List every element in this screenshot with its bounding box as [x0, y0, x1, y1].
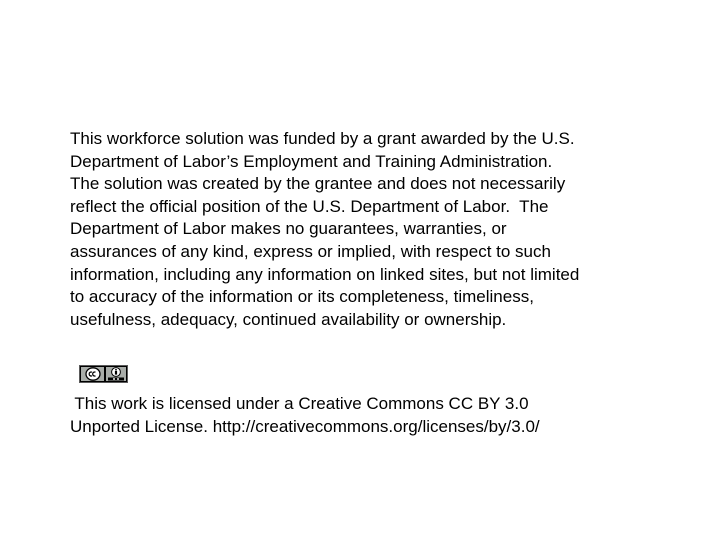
by-label-icon [108, 377, 124, 381]
disclaimer-text [70, 128, 670, 331]
license-line: Unported License. http://creativecommons.org/licenses/by/3.0/ [70, 416, 540, 436]
disclaimer-line: reflect the official position of the U.S. Department of Labor. The [70, 196, 549, 216]
creative-commons-by-icon [79, 365, 128, 383]
person-icon [111, 367, 121, 377]
cc-logo-icon [81, 367, 104, 381]
by-attribution-icon [106, 367, 126, 381]
disclaimer-line: to accuracy of the information or its completeness, timeliness, [70, 287, 534, 307]
disclaimer-line: assurances of any kind, express or implied, with respect to such [70, 241, 551, 261]
license-line: This work is licensed under a Creative Commons CC BY 3.0 [70, 394, 529, 413]
disclaimer-line: Department of Labor makes no guarantees, warranties, or [70, 219, 507, 239]
disclaimer-line: usefulness, adequacy, continued availability or ownership. [70, 309, 507, 329]
disclaimer-line: information, including any information on linked sites, but not limited [70, 264, 580, 284]
disclaimer-line: The solution was created by the grantee and does not necessarily [70, 174, 566, 194]
disclaimer-line: This workforce solution was funded by a grant awarded by the U.S. [70, 129, 575, 148]
disclaimer-line: Department of Labor’s Employment and Training Administration. [70, 151, 553, 171]
license-text [70, 393, 670, 438]
cc-circle-icon [85, 367, 101, 381]
